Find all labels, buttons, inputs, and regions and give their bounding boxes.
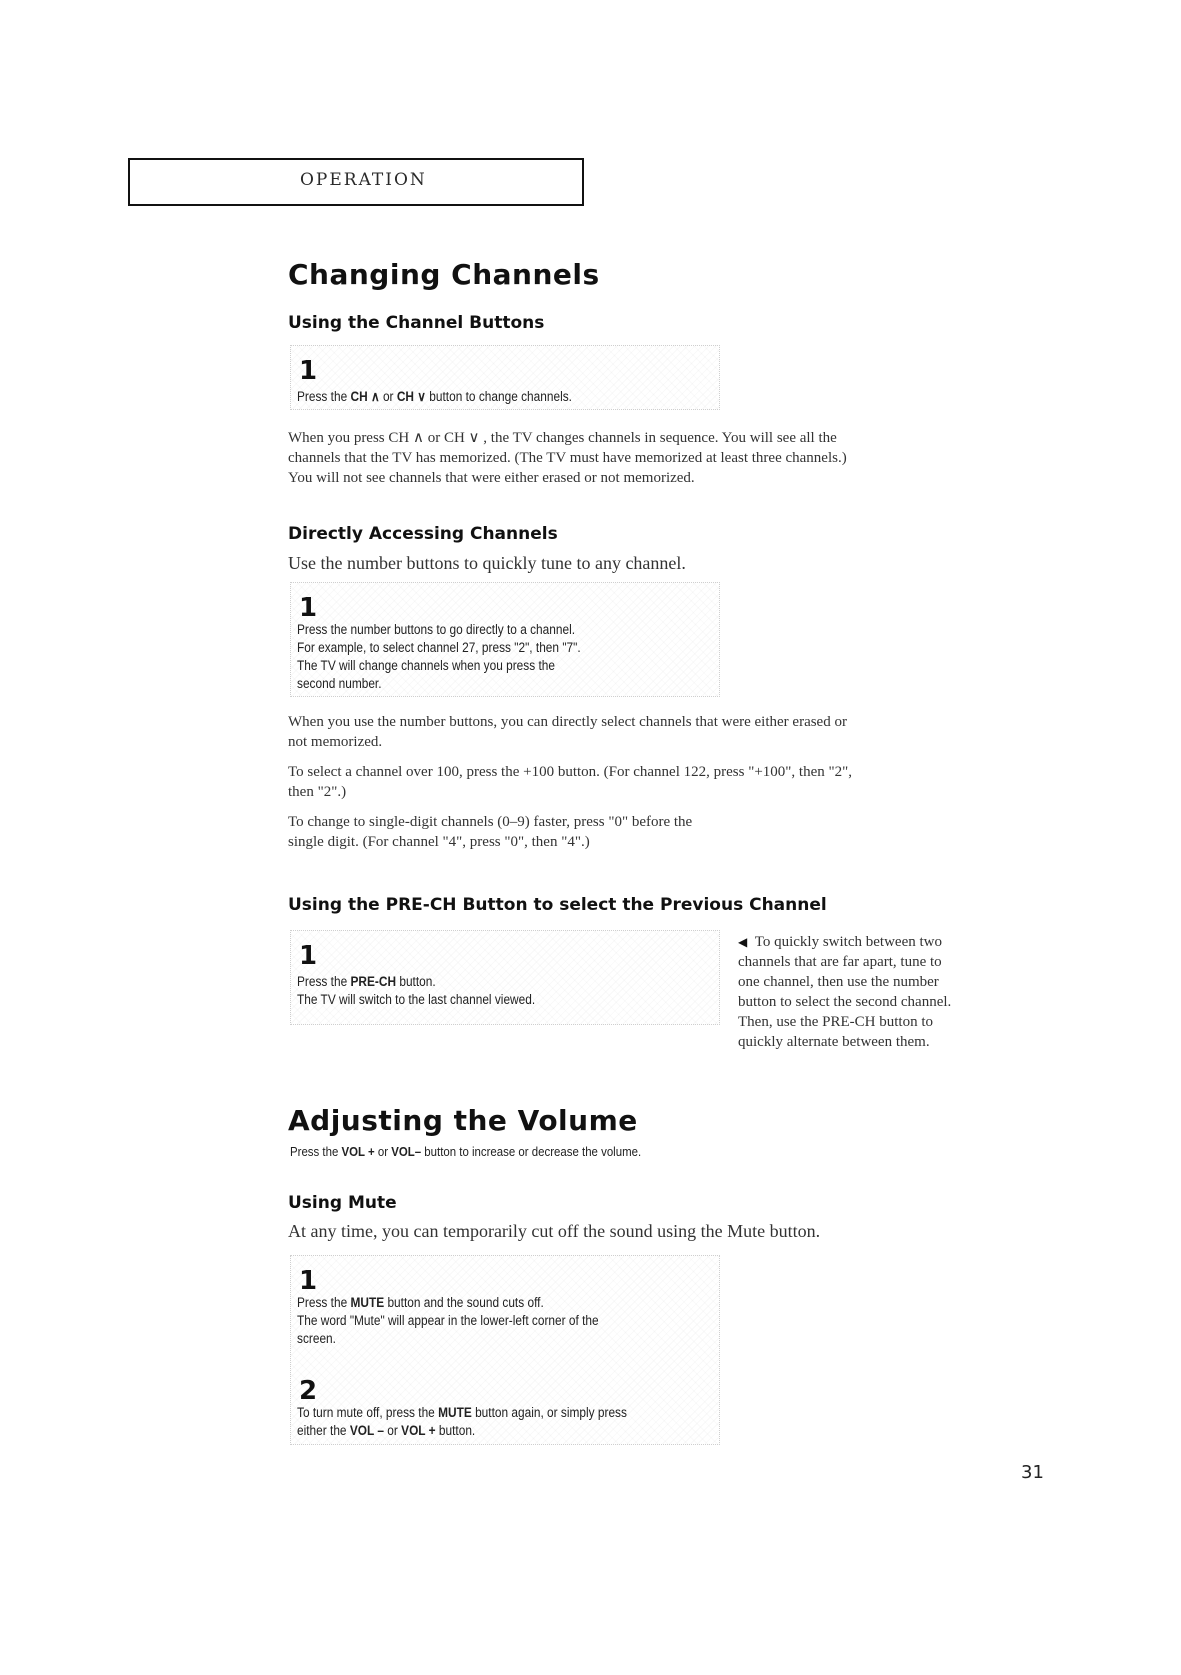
- step-number: 1: [299, 1266, 318, 1296]
- directly-para-1: When you use the number buttons, you can directly select channels that were either erased or not memorized.: [288, 714, 847, 750]
- step-number: 1: [299, 356, 318, 386]
- step-text: Press the MUTE button and the sound cuts off. The word "Mute" will appear in the lower-left corner of the screen.: [297, 1295, 599, 1346]
- prech-step-box: [290, 930, 720, 1025]
- step-number: 1: [299, 941, 318, 971]
- using-mute-intro: At any time, you can temporarily cut off the sound using the Mute button.: [288, 1221, 821, 1241]
- directly-para-2: To select a channel over 100, press the +100 button. (For channel 122, press "+100", then "2", then "2".): [288, 764, 852, 800]
- changing-channels-title: Changing Channels: [288, 258, 600, 291]
- adjusting-volume-title: Adjusting the Volume: [288, 1104, 638, 1137]
- directly-accessing-intro: Use the number buttons to quickly tune to any channel.: [288, 553, 686, 573]
- section-header-box: [128, 158, 584, 206]
- step-number: 1: [299, 593, 318, 623]
- prech-tip: ◀ To quickly switch between two channels that are far apart, tune to one channel, then use the number button to select the second channel. Then, use the PRE-CH button to quickly alternate between them.: [738, 934, 952, 1050]
- step-text: Press the number buttons to go directly to a channel. For example, to select channel 27, press "2", then "7". The TV will change channels when you press the second number.: [297, 622, 581, 691]
- volume-description: Press the VOL + or VOL– button to increase or decrease the volume.: [290, 1144, 642, 1159]
- step-text: To turn mute off, press the MUTE button again, or simply press either the VOL – or VOL + button.: [297, 1405, 627, 1438]
- arrow-left-icon: ◀: [738, 935, 748, 949]
- channel-buttons-step-box: [290, 345, 720, 410]
- page-number: 31: [1021, 1462, 1044, 1483]
- step-number: 2: [299, 1376, 318, 1406]
- directly-para-3: To change to single-digit channels (0–9) faster, press "0" before the single digit. (For channel "4", press "0", then "4".): [288, 814, 693, 850]
- directly-step-box: [290, 582, 720, 697]
- step-text: Press the PRE-CH button. The TV will switch to the last channel viewed.: [297, 974, 536, 1007]
- section-label: OPERATION: [300, 170, 427, 190]
- step-text: Press the CH ∧ or CH ∨ button to change channels.: [297, 389, 572, 404]
- channel-buttons-body: When you press CH ∧ or CH ∨ , the TV changes channels in sequence. You will see all the channels that the TV has memorized. (The TV must have memorized at least three channels.) You will not see channels that were either erased or not memorized.: [288, 430, 847, 486]
- prech-heading: Using the PRE-CH Button to select the Previous Channel: [288, 895, 827, 915]
- directly-accessing-heading: Directly Accessing Channels: [288, 524, 558, 544]
- mute-step-box: [290, 1255, 720, 1445]
- using-mute-heading: Using Mute: [288, 1193, 397, 1213]
- channel-buttons-heading: Using the Channel Buttons: [288, 313, 545, 333]
